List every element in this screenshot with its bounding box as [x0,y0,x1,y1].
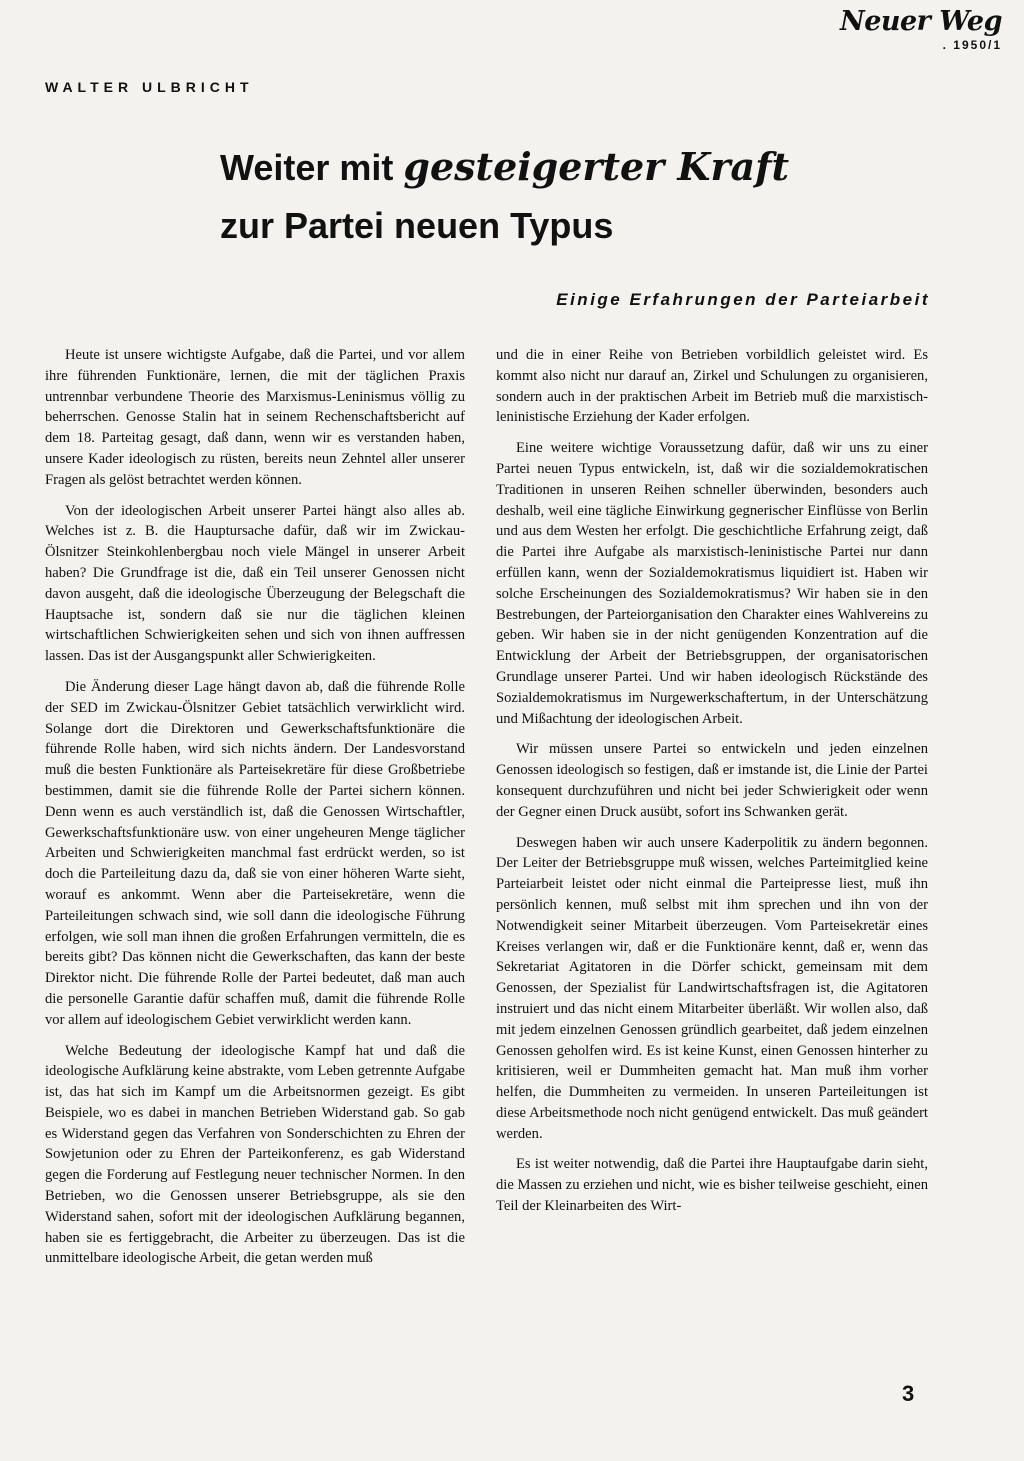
author-name: WALTER ULBRICHT [45,79,254,95]
paragraph: Deswegen haben wir auch unsere Kaderpolitik zu ändern begonnen. Der Leiter der Betriebsgruppe muß wissen, welches Parteimitglied keine Parteiarbeit leistet oder nicht einmal die Parteipresse liest, muß ihn persönlich kennen, muß selbst mit ihm sprechen und ihn von der Notwendigkeit seiner Mitarbeit überzeugen. Vom Parteisekretär eines Kreises verlangen wir, daß er die Funktionäre kennt, daß er, wenn das Sekretariat Agitatoren in die Dörfer schickt, gemeinsam mit dem Genossen, der Spezialist für Landwirtschaftsfragen ist, die Agitatoren instruiert und das nicht einem Mitarbeiter überläßt. Wir wollen also, daß mit jedem einzelnen Genossen gründlich gearbeitet, daß jedem einzelnen Genossen geholfen wird. Es ist keine Kunst, einen Genossen hinterher zu kritisieren, weil er Dummheiten gemacht hat. Man muß ihm vorher helfen, die Dummheiten zu vermeiden. In unseren Parteileitungen ist diese Arbeitsmethode noch nicht genügend entwickelt. Das muß geändert werden. [496,834,928,1142]
paragraph: Wir müssen unsere Partei so entwickeln und jeden einzelnen Genossen ideologisch so festigen, daß er imstande ist, die Linie der Partei konsequent durchzuführen und nicht bei jeder Schwierigkeit oder wenn der Gegner einen Druck ausübt, sofort ins Schwanken gerät. [496,741,928,820]
headline-line-2: zur Partei neuen Typus [220,205,614,246]
right-column [496,345,928,1227]
headline-script-text: gesteigerter Kraft [403,144,789,189]
paragraph: Eine weitere wichtige Voraussetzung dafür, daß wir uns zu einer Partei neuen Typus entwickeln, ist, daß wir die sozialdemokratischen Traditionen in unseren Reihen schneller überwinden, besonders auch deshalb, weil eine tägliche Einwirkung gegnerischer Einflüsse von Berlin und aus dem Westen her erfolgt. Die geschichtliche Erfahrung zeigt, daß die Partei ihre Aufgabe als marxistisch-leninistische Partei nur dann erfüllen kann, wenn der Sozialdemokratismus liquidiert ist. Haben wir solche Erscheinungen des Sozialdemokratismus? Wir haben sie in den Bestrebungen, der Parteiorganisation den Charakter eines Wahlvereins zu geben. Wir haben sie in der nicht genügenden Konzentration auf die Entwicklung der Arbeit der Betriebsgruppen, der organisatorischen Grundlage unserer Partei. Und wir haben ideologisch Rückstände des Sozialdemokratismus im Nurgewerkschaftertum, in der Unterschätzung und Mißachtung der ideologischen Arbeit. [496,440,928,727]
headline-line-1 [220,138,940,197]
paragraph: Heute ist unsere wichtigste Aufgabe, daß die Partei, und vor allem ihre führenden Funktionäre, lernen, die mit der täglichen Praxis untrennbar verbundene Theorie des Marxismus-Leninismus völlig zu beherrschen. Genosse Stalin hat in seinem Rechenschaftsbericht auf dem 18. Parteitag gesagt, daß dann, wenn wir es verstanden haben, unsere Kader ideologisch zu rüsten, bereits neun Zehntel aller unserer Fragen als gelöst betrachtet werden können. [45,347,465,488]
paragraph: und die in einer Reihe von Betrieben vorbildlich geleistet wird. Es kommt also nicht nur darauf an, Zirkel und Schulungen zu organisieren, sondern auch in der praktischen Arbeit im Betrieb muß die marxistisch-leninistische Erziehung der Kader erfolgen. [496,347,928,426]
paragraph: Es ist weiter notwendig, daß die Partei ihre Hauptaufgabe darin sieht, die Massen zu erziehen und nicht, wie es bisher teilweise geschieht, einen Teil der Kleinarbeiten des Wirt- [496,1156,928,1215]
paragraph: Von der ideologischen Arbeit unserer Partei hängt also alles ab. Welches ist z. B. die Hauptursache dafür, daß wir im Zwickau-Ölsnitzer Steinkohlenbergbau noch viele Mängel in unserer Arbeit haben? Die Grundfrage ist die, daß ein Teil unserer Genossen nicht davon ausgeht, daß die ideologische Überzeugung der Belegschaft die Hauptsache ist, sondern daß sie nur die täglichen kleinen wirtschaftlichen Schwierigkeiten sehen und sich von ihnen auffressen lassen. Das ist der Ausgangspunkt aller Schwierigkeiten. [45,502,465,665]
headline-text: Weiter mit [220,147,404,188]
article-headline [220,138,940,255]
paragraph: Die Änderung dieser Lage hängt davon ab, daß die führende Rolle der SED im Zwickau-Ölsnitzer Gebiet tatsächlich verwirklicht wird. Solange dort die Direktoren und Gewerkschaftsfunktionäre die führende Rolle haben, wird sich nichts ändern. Der Landesvorstand muß die besten Funktionäre als Parteisekretäre für diese Großbetriebe bestimmen, damit sie die führende Rolle der Partei sichern können. Denn wenn es auch verständlich ist, daß die Genossen Wirtschaftler, Gewerkschaftsfunktionäre usw. von einer ungeheuren Menge täglicher Arbeiten und Schwierigkeiten manchmal fast erdrückt werden, so ist doch die Parteileitung dazu da, daß sie von einer höheren Warte sieht, worauf es ankommt. Wenn aber die Parteisekretäre, wenn die Parteileitungen schwach sind, wie soll dann die ideologische Führung erfolgen, wie soll man ihnen die großen Erfahrungen vermitteln, die es bereits gibt? Das können nicht die Gewerkschaften, das kann der beste Direktor nicht. Die führende Rolle der Partei bedeutet, daß man auch die personelle Garantie dafür schaffen muß, damit die führende Rolle vor allem auf ideologischem Gebiet verwirklicht werden kann. [45,678,465,1028]
issue-number: . 1950/1 [942,38,1002,52]
article-subtitle: Einige Erfahrungen der Parteiarbeit [556,290,930,309]
page-number: 3 [902,1381,915,1406]
left-column [45,345,465,1279]
masthead-logo: Neuer Weg [840,6,1002,37]
masthead [840,6,1002,52]
paragraph: Welche Bedeutung der ideologische Kampf hat und daß die ideologische Aufklärung keine abstrakte, vom Leben getrennte Aufgabe ist, das hat sich im Kampf um die Arbeitsnormen gezeigt. Es gibt Beispiele, wo es dabei in manchen Betrieben Widerstand gab. So gab es Widerstand gegen das Verfahren von Sonderschichten zu Ehren der Sowjetunion oder zu Ehren der Parteikonferenz, es gab Widerstand gegen die Forderung auf Festlegung neuer technischer Normen. In den Betrieben, wo die Genossen unserer Betriebsgruppe, als sie den Widerstand sahen, sofort mit der ideologischen Aufklärung begannen, haben sie es fertiggebracht, die Arbeiter zu überzeugen. Das ist die unmittelbare ideologische Arbeit, die getan werden muß [45,1042,465,1267]
